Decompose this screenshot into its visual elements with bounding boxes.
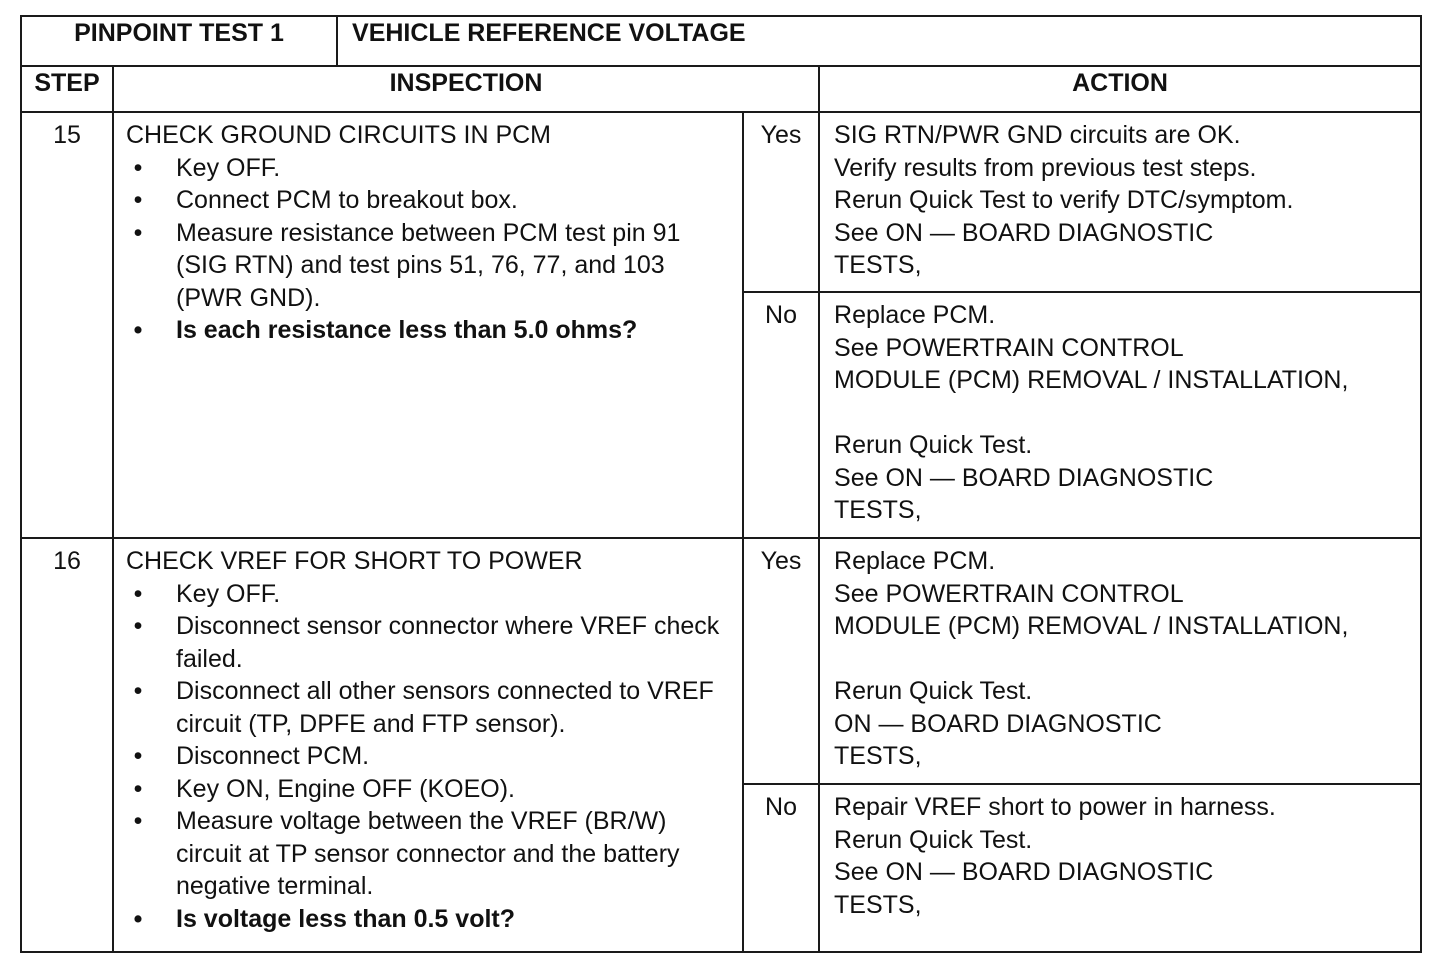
action-line: Verify results from previous test steps. [834, 153, 1257, 182]
test-number: PINPOINT TEST 1 [21, 16, 337, 66]
step-number: 16 [21, 538, 113, 952]
no-action [819, 292, 1421, 538]
inspection-bullet: • Disconnect PCM. [126, 740, 732, 773]
inspection-bullet: • Disconnect all other sensors connected to VREF circuit (TP, DPFE and FTP sensor). [126, 675, 732, 740]
action-line: MODULE (PCM) REMOVAL / INSTALLATION, [834, 366, 1349, 394]
bullet-icon: • [133, 579, 143, 608]
yes-label: Yes [743, 112, 819, 292]
bullet-icon: • [133, 904, 143, 933]
bullet-icon: • [133, 612, 143, 640]
action-line: Rerun Quick Test to verify DTC/symptom. [834, 186, 1294, 214]
action-line: Rerun Quick Test. [834, 677, 1033, 705]
inspection-bullet: • Key OFF. [126, 152, 732, 185]
inspection-bullet-list [126, 152, 732, 347]
bullet-icon: • [133, 316, 143, 344]
action-line: Replace PCM. [834, 547, 996, 575]
step-column-header: STEP [21, 66, 113, 112]
inspection-bullet: • Measure voltage between the VREF (BR/W) circuit at TP sensor connector and the battery negative terminal. [126, 805, 732, 903]
bullet-icon: • [133, 153, 143, 182]
inspection-column-header: INSPECTION [113, 66, 819, 112]
inspection-question: • Is each resistance less than 5.0 ohms? [126, 314, 732, 347]
inspection-question: • Is voltage less than 0.5 volt? [126, 903, 732, 936]
action-line: See ON — BOARD DIAGNOSTIC [834, 218, 1214, 247]
inspection-title: CHECK VREF FOR SHORT TO POWER [126, 547, 583, 575]
pinpoint-test-page [20, 15, 1420, 937]
no-label: No [743, 292, 819, 538]
inspection-bullet-list [126, 578, 732, 936]
action-line: See POWERTRAIN CONTROL [834, 333, 1184, 362]
title-row [21, 16, 1421, 66]
action-line: TESTS, [834, 890, 922, 919]
inspection-bullet: • Connect PCM to breakout box. [126, 184, 732, 217]
action-line: TESTS, [834, 251, 922, 279]
action-line: SIG RTN/PWR GND circuits are OK. [834, 121, 1241, 149]
action-line: TESTS, [834, 496, 922, 524]
action-line: TESTS, [834, 742, 922, 770]
action-line: See POWERTRAIN CONTROL [834, 579, 1184, 608]
bullet-icon: • [133, 742, 143, 770]
bullet-icon: • [133, 186, 143, 214]
action-line: ON — BOARD DIAGNOSTIC [834, 709, 1162, 738]
yes-label: Yes [743, 538, 819, 784]
action-line: Repair VREF short to power in harness. [834, 793, 1276, 821]
inspection-bullet: • Disconnect sensor connector where VREF check failed. [126, 610, 732, 675]
action-line: See ON — BOARD DIAGNOSTIC [834, 463, 1214, 492]
no-label: No [743, 784, 819, 952]
inspection-bullet: • Key OFF. [126, 578, 732, 611]
test-title: VEHICLE REFERENCE VOLTAGE [337, 16, 1421, 66]
step-inspection [113, 112, 743, 538]
inspection-bullet: • Key ON, Engine OFF (KOEO). [126, 773, 732, 806]
step-15-yes-row [21, 112, 1421, 292]
action-line: MODULE (PCM) REMOVAL / INSTALLATION, [834, 612, 1349, 640]
action-gap [834, 643, 1412, 676]
action-line: Replace PCM. [834, 301, 996, 329]
action-line: See ON — BOARD DIAGNOSTIC [834, 858, 1214, 886]
step-16-yes-row [21, 538, 1421, 784]
pinpoint-test-table [20, 15, 1422, 953]
action-gap [834, 397, 1412, 430]
inspection-bullet: • Measure resistance between PCM test pin 91 (SIG RTN) and test pins 51, 76, 77, and 103 (PWR GND). [126, 217, 732, 315]
bullet-icon: • [133, 774, 143, 803]
action-line: Rerun Quick Test. [834, 825, 1033, 854]
column-header-row [21, 66, 1421, 112]
bullet-icon: • [133, 677, 143, 705]
bullet-icon: • [133, 807, 143, 835]
yes-action [819, 112, 1421, 292]
step-inspection [113, 538, 743, 952]
inspection-title: CHECK GROUND CIRCUITS IN PCM [126, 121, 552, 149]
step-number: 15 [21, 112, 113, 538]
action-column-header: ACTION [819, 66, 1421, 112]
no-action [819, 784, 1421, 952]
action-line: Rerun Quick Test. [834, 431, 1033, 459]
bullet-icon: • [133, 218, 143, 247]
yes-action [819, 538, 1421, 784]
